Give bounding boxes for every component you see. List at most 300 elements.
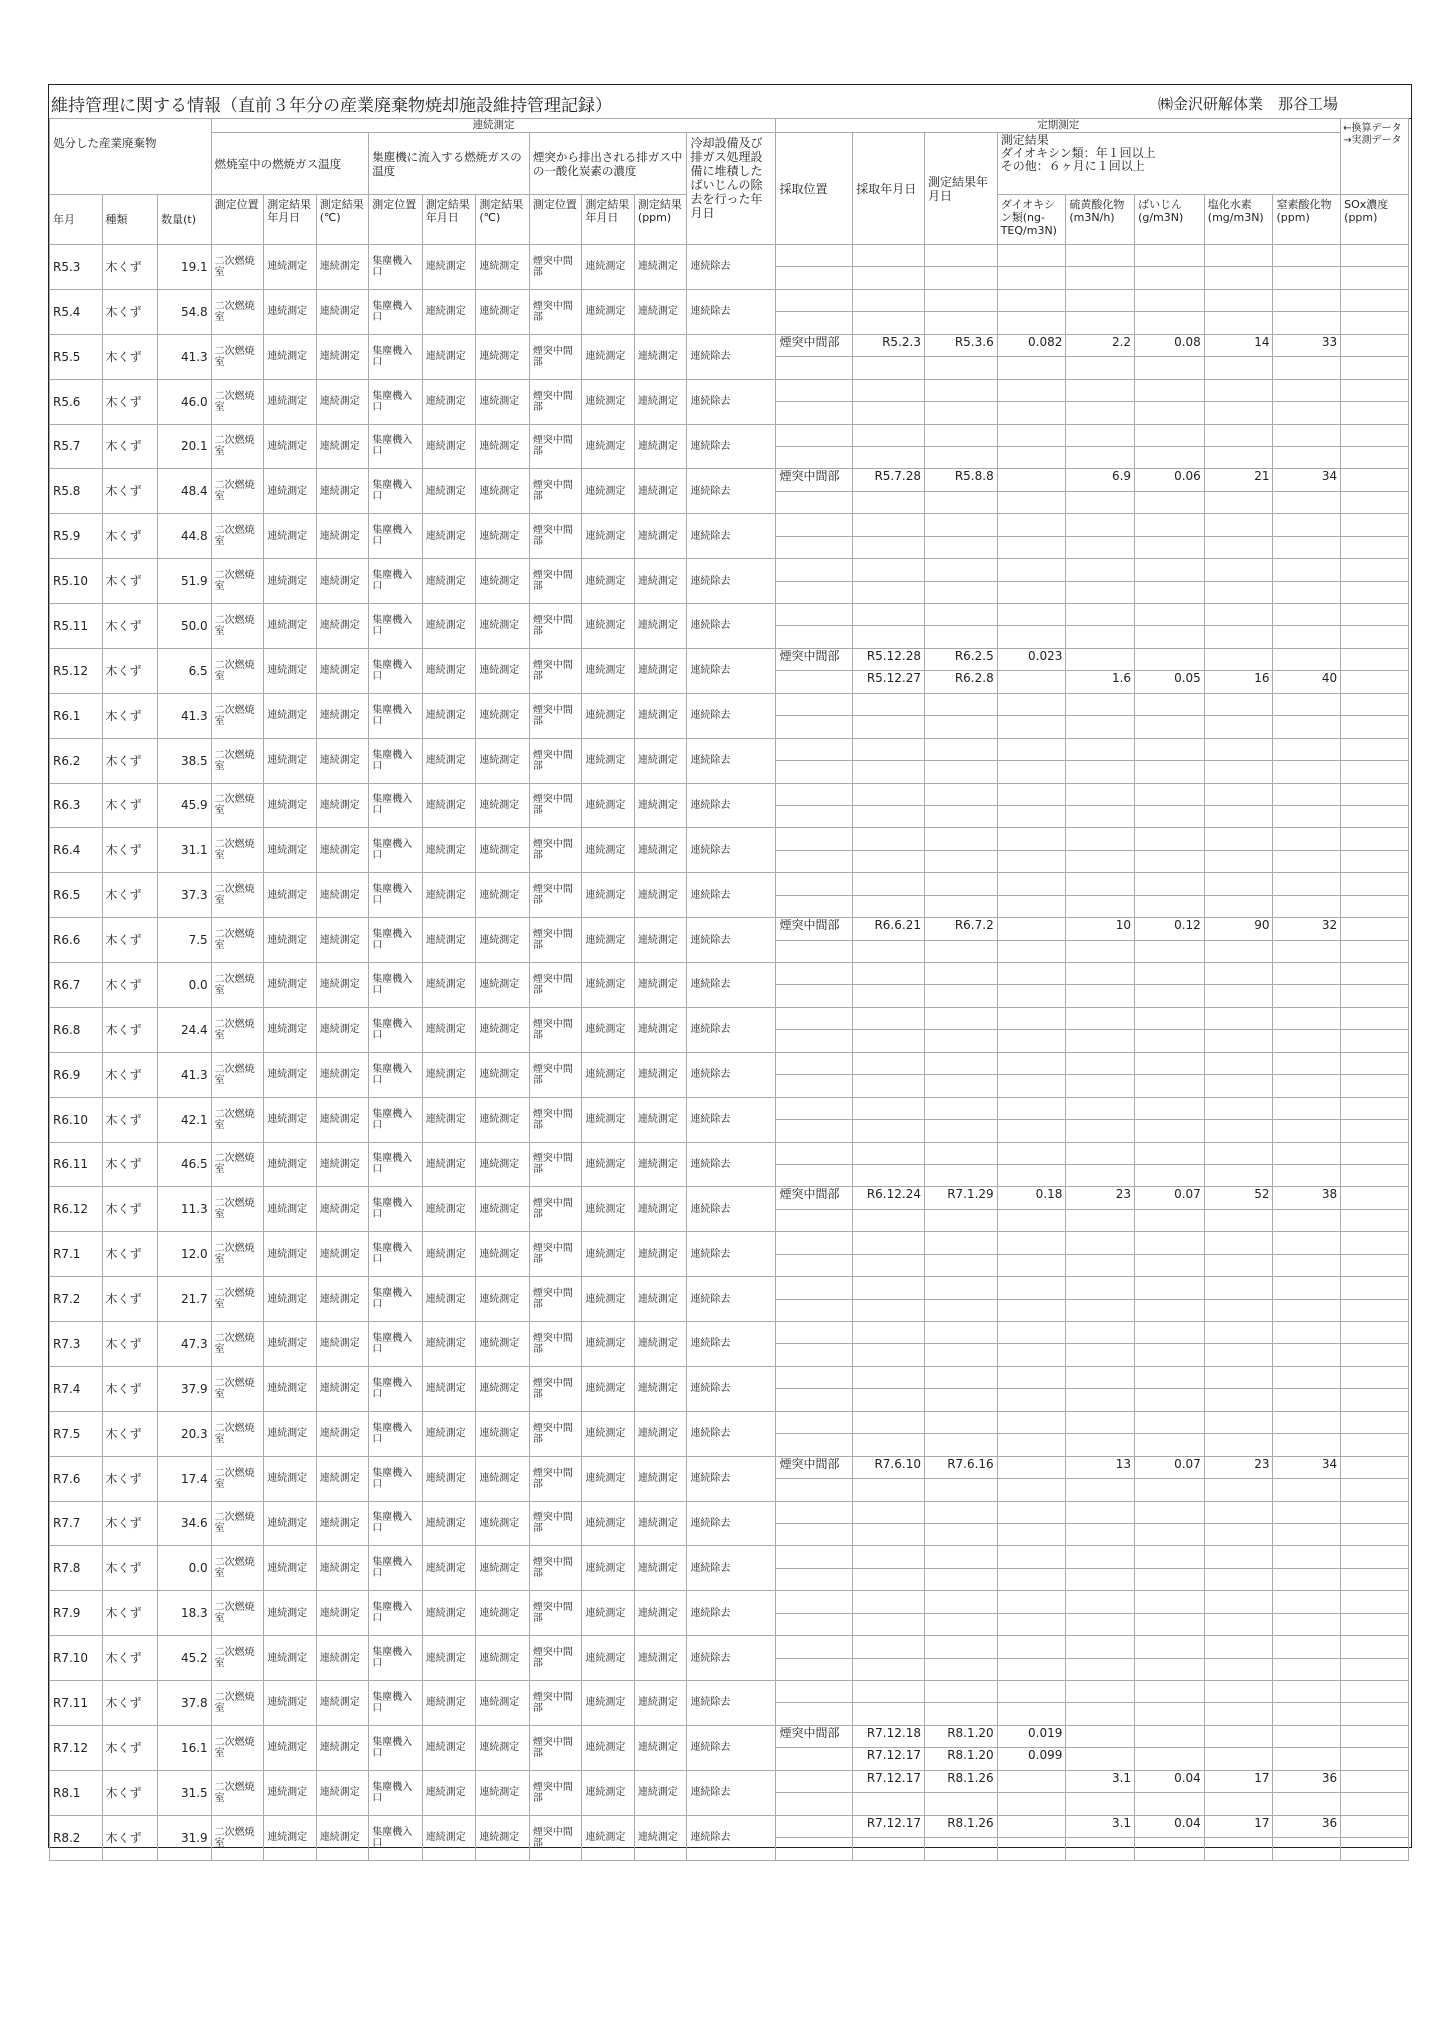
sampling-date-cell <box>853 1322 925 1344</box>
gas-pos-cell: 二次燃焼室 <box>211 1770 264 1815</box>
gas-pos-cell: 二次燃焼室 <box>211 963 264 1008</box>
sox-conc-cell <box>1341 671 1409 693</box>
sox-conc-cell <box>1341 805 1409 827</box>
result-date-cell: R7.6.16 <box>924 1456 997 1478</box>
collector-result-header: 測定結果(℃) <box>476 195 530 245</box>
result-date-cell <box>924 1366 997 1388</box>
kind-cell: 木くず <box>102 1007 158 1052</box>
co-pos-cell: 煙突中間部 <box>529 1007 582 1052</box>
sampling-position-cell <box>776 559 853 581</box>
kind-cell: 木くず <box>102 1411 158 1456</box>
sampling-date-cell <box>853 895 925 917</box>
dust-cell <box>1135 648 1205 670</box>
sox-conc-cell <box>1341 738 1409 760</box>
sampling-position-cell <box>776 1277 853 1299</box>
collector-pos-cell: 集塵機入口 <box>369 1815 423 1860</box>
sox-amount-cell <box>1066 559 1135 581</box>
result-date-cell <box>924 424 997 446</box>
result-date-cell <box>924 446 997 468</box>
dust-cell <box>1135 761 1205 783</box>
result-date-cell <box>924 1299 997 1321</box>
result-date-cell <box>924 1164 997 1186</box>
gas-pos-cell: 二次燃焼室 <box>211 828 264 873</box>
co-pos-cell: 煙突中間部 <box>529 1725 582 1770</box>
dioxin-cell <box>997 1501 1066 1523</box>
sox-conc-cell <box>1341 1748 1409 1770</box>
sampling-position-cell <box>776 379 853 401</box>
nox-cell <box>1273 289 1341 311</box>
hcl-cell <box>1204 1501 1273 1523</box>
collector-result-cell: 連続測定 <box>476 334 530 379</box>
collector-pos-cell: 集塵機入口 <box>369 1456 423 1501</box>
sox-conc-cell <box>1341 1030 1409 1052</box>
result-date-cell <box>924 783 997 805</box>
gas-date-cell: 連続測定 <box>264 514 317 559</box>
nox-cell <box>1273 1725 1341 1747</box>
co-pos-cell: 煙突中間部 <box>529 693 582 738</box>
co-date-cell: 連続測定 <box>582 1591 635 1636</box>
hcl-cell <box>1204 1546 1273 1568</box>
gas-pos-cell: 二次燃焼室 <box>211 1097 264 1142</box>
sox-conc-cell <box>1341 1725 1409 1747</box>
hcl-cell <box>1204 446 1273 468</box>
sox-conc-cell <box>1341 604 1409 626</box>
sox-amount-cell <box>1066 1748 1135 1770</box>
dust-removal-cell: 連続除去 <box>687 873 776 918</box>
sampling-date-cell <box>853 805 925 827</box>
dioxin-cell <box>997 1120 1066 1142</box>
gas-date-cell: 連続測定 <box>264 963 317 1008</box>
sox-amount-cell <box>1066 761 1135 783</box>
dioxin-cell <box>997 1838 1066 1860</box>
table-row <box>50 424 1409 446</box>
collector-date-cell: 連続測定 <box>422 604 476 649</box>
sox-amount-cell: 3.1 <box>1066 1770 1135 1792</box>
hcl-cell <box>1204 873 1273 895</box>
collector-result-cell: 連続測定 <box>476 1097 530 1142</box>
dust-cell <box>1135 402 1205 424</box>
gas-date-cell: 連続測定 <box>264 334 317 379</box>
result-date-cell: R6.2.5 <box>924 648 997 670</box>
hcl-cell <box>1204 1120 1273 1142</box>
month-cell: R6.10 <box>50 1097 103 1142</box>
month-cell: R7.4 <box>50 1366 103 1411</box>
dust-cell <box>1135 1322 1205 1344</box>
sox-amount-cell <box>1066 581 1135 603</box>
table-row <box>50 1770 1409 1792</box>
dust-cell: 0.06 <box>1135 469 1205 491</box>
dioxin-header: ダイオキシン類(ng-TEQ/m3N) <box>997 195 1066 245</box>
dust-cell <box>1135 1411 1205 1433</box>
dust-cell <box>1135 738 1205 760</box>
dioxin-cell <box>997 1254 1066 1276</box>
co-pos-cell: 煙突中間部 <box>529 1770 582 1815</box>
co-result-cell: 連続測定 <box>634 1770 687 1815</box>
quantity-cell: 20.1 <box>158 424 212 469</box>
gas-pos-cell: 二次燃焼室 <box>211 1052 264 1097</box>
co-date-cell: 連続測定 <box>582 828 635 873</box>
co-pos-cell: 煙突中間部 <box>529 289 582 334</box>
collector-date-cell: 連続測定 <box>422 1366 476 1411</box>
group-header-row <box>50 119 1409 133</box>
sox-amount-cell <box>1066 1703 1135 1725</box>
hcl-cell: 21 <box>1204 469 1273 491</box>
nox-header: 窒素酸化物(ppm) <box>1273 195 1341 245</box>
month-cell: R6.5 <box>50 873 103 918</box>
kind-cell: 木くず <box>102 1232 158 1277</box>
dioxin-cell <box>997 1075 1066 1097</box>
dioxin-cell <box>997 1658 1066 1680</box>
result-date-cell <box>924 895 997 917</box>
gas-date-cell: 連続測定 <box>264 828 317 873</box>
collector-date-cell: 連続測定 <box>422 693 476 738</box>
dust-cell <box>1135 1366 1205 1388</box>
dust-removal-cell: 連続除去 <box>687 738 776 783</box>
sampling-date-cell <box>853 963 925 985</box>
month-cell: R6.6 <box>50 918 103 963</box>
dioxin-cell <box>997 1815 1066 1837</box>
sox-conc-cell <box>1341 850 1409 872</box>
table-row <box>50 1187 1409 1209</box>
month-cell: R7.1 <box>50 1232 103 1277</box>
sox-conc-cell <box>1341 1389 1409 1411</box>
kind-cell: 木くず <box>102 963 158 1008</box>
result-date-cell <box>924 1097 997 1119</box>
sox-conc-cell <box>1341 761 1409 783</box>
gas-date-cell: 連続測定 <box>264 1142 317 1187</box>
sampling-position-cell: 煙突中間部 <box>776 918 853 940</box>
dust-cell <box>1135 693 1205 715</box>
sox-conc-cell <box>1341 1703 1409 1725</box>
table-row <box>50 1546 1409 1568</box>
sox-amount-cell: 2.2 <box>1066 334 1135 356</box>
nox-cell <box>1273 626 1341 648</box>
hcl-cell <box>1204 1725 1273 1747</box>
result-date-cell <box>924 402 997 424</box>
gas-result-cell: 連続測定 <box>316 424 369 469</box>
co-pos-cell: 煙突中間部 <box>529 1322 582 1367</box>
sox-amount-cell <box>1066 805 1135 827</box>
sox-amount-cell <box>1066 1613 1135 1635</box>
sox-amount-cell <box>1066 1501 1135 1523</box>
quantity-cell: 7.5 <box>158 918 212 963</box>
hcl-cell <box>1204 1254 1273 1276</box>
table-row <box>50 1501 1409 1523</box>
sampling-date-cell <box>853 289 925 311</box>
gas-result-cell: 連続測定 <box>316 738 369 783</box>
quantity-cell: 21.7 <box>158 1277 212 1322</box>
sox-conc-cell <box>1341 828 1409 850</box>
gas-pos-cell: 二次燃焼室 <box>211 1636 264 1681</box>
sox-conc-header: SOx濃度(ppm) <box>1341 195 1409 245</box>
sox-amount-cell <box>1066 648 1135 670</box>
month-cell: R7.2 <box>50 1277 103 1322</box>
nox-cell <box>1273 1007 1341 1029</box>
sampling-date-cell <box>853 1277 925 1299</box>
sampling-position-cell <box>776 1479 853 1501</box>
gas-pos-cell: 二次燃焼室 <box>211 379 264 424</box>
hcl-cell <box>1204 1030 1273 1052</box>
co-pos-cell: 煙突中間部 <box>529 245 582 290</box>
nox-cell <box>1273 1232 1341 1254</box>
sampling-position-cell <box>776 1007 853 1029</box>
co-result-cell: 連続測定 <box>634 1142 687 1187</box>
dust-removal-cell: 連続除去 <box>687 783 776 828</box>
month-cell: R5.8 <box>50 469 103 514</box>
gas-date-cell: 連続測定 <box>264 738 317 783</box>
dioxin-cell <box>997 805 1066 827</box>
sampling-date-cell <box>853 1703 925 1725</box>
sampling-date-cell <box>853 1568 925 1590</box>
month-cell: R7.12 <box>50 1725 103 1770</box>
dioxin-cell <box>997 783 1066 805</box>
co-date-cell: 連続測定 <box>582 783 635 828</box>
dust-cell <box>1135 1120 1205 1142</box>
gas-date-cell: 連続測定 <box>264 1097 317 1142</box>
sampling-date-cell: R7.12.17 <box>853 1815 925 1837</box>
hcl-cell <box>1204 1703 1273 1725</box>
quantity-cell: 38.5 <box>158 738 212 783</box>
month-cell: R5.10 <box>50 559 103 604</box>
sox-amount-cell <box>1066 1658 1135 1680</box>
co-pos-cell: 煙突中間部 <box>529 1636 582 1681</box>
dust-removal-cell: 連続除去 <box>687 559 776 604</box>
sampling-date-cell <box>853 1164 925 1186</box>
sox-amount-cell: 3.1 <box>1066 1815 1135 1837</box>
co-result-cell: 連続測定 <box>634 1322 687 1367</box>
sox-amount-cell <box>1066 940 1135 962</box>
kind-cell: 木くず <box>102 1815 158 1860</box>
collector-result-cell: 連続測定 <box>476 783 530 828</box>
gas-pos-cell: 二次燃焼室 <box>211 604 264 649</box>
sox-amount-cell <box>1066 1075 1135 1097</box>
dust-removal-cell: 連続除去 <box>687 1770 776 1815</box>
table-row <box>50 334 1409 356</box>
nox-cell <box>1273 1793 1341 1815</box>
nox-cell <box>1273 604 1341 626</box>
dust-cell <box>1135 424 1205 446</box>
nox-cell <box>1273 1097 1341 1119</box>
dust-removal-cell: 連続除去 <box>687 1366 776 1411</box>
hcl-cell <box>1204 693 1273 715</box>
sampling-position-cell: 煙突中間部 <box>776 648 853 670</box>
kind-cell: 木くず <box>102 873 158 918</box>
sox-amount-cell <box>1066 1120 1135 1142</box>
sox-conc-cell <box>1341 1479 1409 1501</box>
collector-date-cell: 連続測定 <box>422 1636 476 1681</box>
dioxin-cell <box>997 940 1066 962</box>
month-cell: R6.12 <box>50 1187 103 1232</box>
sampling-position-cell <box>776 1411 853 1433</box>
periodic-group-label: 定期測定 <box>776 119 1341 133</box>
collector-pos-cell: 集塵機入口 <box>369 873 423 918</box>
sampling-date-cell <box>853 1546 925 1568</box>
dust-removal-cell: 連続除去 <box>687 918 776 963</box>
dioxin-cell <box>997 1366 1066 1388</box>
sox-conc-cell <box>1341 1344 1409 1366</box>
sampling-position-cell <box>776 693 853 715</box>
month-cell: R7.7 <box>50 1501 103 1546</box>
sox-amount-cell <box>1066 1299 1135 1321</box>
result-date-cell <box>924 985 997 1007</box>
nox-cell <box>1273 1523 1341 1545</box>
collector-pos-cell: 集塵機入口 <box>369 379 423 424</box>
result-date-cell <box>924 491 997 513</box>
nox-cell <box>1273 357 1341 379</box>
dust-cell <box>1135 1142 1205 1164</box>
gas-result-cell: 連続測定 <box>316 828 369 873</box>
sox-conc-cell <box>1341 1456 1409 1478</box>
co-date-cell: 連続測定 <box>582 1456 635 1501</box>
month-cell: R5.5 <box>50 334 103 379</box>
gas-result-cell: 連続測定 <box>316 1770 369 1815</box>
co-date-cell: 連続測定 <box>582 1142 635 1187</box>
hcl-cell <box>1204 1366 1273 1388</box>
dust-cell <box>1135 379 1205 401</box>
sox-amount-cell <box>1066 604 1135 626</box>
gas-pos-cell: 二次燃焼室 <box>211 289 264 334</box>
gas-pos-cell: 二次燃焼室 <box>211 514 264 559</box>
sampling-position-cell <box>776 1120 853 1142</box>
dioxin-cell <box>997 267 1066 289</box>
hcl-cell <box>1204 1613 1273 1635</box>
dioxin-cell: 0.082 <box>997 334 1066 356</box>
gas-result-cell: 連続測定 <box>316 1322 369 1367</box>
dust-cell <box>1135 873 1205 895</box>
sox-amount-cell <box>1066 1322 1135 1344</box>
collector-pos-cell: 集塵機入口 <box>369 1232 423 1277</box>
collector-result-cell: 連続測定 <box>476 559 530 604</box>
hcl-cell <box>1204 1523 1273 1545</box>
collector-result-cell: 連続測定 <box>476 1591 530 1636</box>
gas-result-cell: 連続測定 <box>316 604 369 649</box>
sox-conc-cell <box>1341 1636 1409 1658</box>
dust-removal-cell: 連続除去 <box>687 963 776 1008</box>
co-date-cell: 連続測定 <box>582 1681 635 1726</box>
result-date-cell <box>924 1007 997 1029</box>
result-date-cell: R8.1.26 <box>924 1815 997 1837</box>
dust-removal-cell: 連続除去 <box>687 1681 776 1726</box>
gas-result-cell: 連続測定 <box>316 918 369 963</box>
sampling-date-cell <box>853 514 925 536</box>
sox-conc-cell <box>1341 1501 1409 1523</box>
table-row <box>50 604 1409 626</box>
quantity-cell: 0.0 <box>158 963 212 1008</box>
sampling-date-cell <box>853 1299 925 1321</box>
quantity-cell: 24.4 <box>158 1007 212 1052</box>
nox-cell <box>1273 581 1341 603</box>
dust-cell <box>1135 1299 1205 1321</box>
table-row <box>50 245 1409 267</box>
sampling-position-cell <box>776 1703 853 1725</box>
month-cell: R6.7 <box>50 963 103 1008</box>
sampling-position-cell <box>776 1770 853 1792</box>
co-date-cell: 連続測定 <box>582 514 635 559</box>
co-date-cell: 連続測定 <box>582 559 635 604</box>
gas-date-cell: 連続測定 <box>264 604 317 649</box>
sampling-date-header: 採取年月日 <box>853 133 925 245</box>
kind-cell: 木くず <box>102 1052 158 1097</box>
sox-conc-cell <box>1341 312 1409 334</box>
kind-cell: 木くず <box>102 1366 158 1411</box>
dust-removal-cell: 連続除去 <box>687 334 776 379</box>
kind-cell: 木くず <box>102 738 158 783</box>
quantity-cell: 20.3 <box>158 1411 212 1456</box>
co-pos-cell: 煙突中間部 <box>529 1277 582 1322</box>
dioxin-cell <box>997 1456 1066 1478</box>
sampling-date-cell <box>853 738 925 760</box>
gas-pos-cell: 二次燃焼室 <box>211 1366 264 1411</box>
sox-amount-cell <box>1066 267 1135 289</box>
nox-cell <box>1273 1613 1341 1635</box>
sampling-date-cell <box>853 716 925 738</box>
sampling-date-cell <box>853 940 925 962</box>
dioxin-cell <box>997 626 1066 648</box>
dust-removal-cell: 連続除去 <box>687 514 776 559</box>
month-cell: R7.3 <box>50 1322 103 1367</box>
co-result-cell: 連続測定 <box>634 1591 687 1636</box>
gas-date-cell: 連続測定 <box>264 1591 317 1636</box>
dust-cell: 0.07 <box>1135 1456 1205 1478</box>
dust-cell <box>1135 1030 1205 1052</box>
gas-result-cell: 連続測定 <box>316 1681 369 1726</box>
table-row <box>50 1142 1409 1164</box>
quantity-cell: 17.4 <box>158 1456 212 1501</box>
dioxin-cell <box>997 1681 1066 1703</box>
sox-amount-cell: 10 <box>1066 918 1135 940</box>
hcl-cell <box>1204 379 1273 401</box>
dust-cell <box>1135 1546 1205 1568</box>
nox-cell <box>1273 828 1341 850</box>
sampling-position-cell <box>776 446 853 468</box>
collector-result-cell: 連続測定 <box>476 1052 530 1097</box>
month-cell: R6.9 <box>50 1052 103 1097</box>
quantity-cell: 19.1 <box>158 245 212 290</box>
result-date-cell <box>924 738 997 760</box>
sox-amount-cell <box>1066 446 1135 468</box>
table-row <box>50 469 1409 491</box>
kind-cell: 木くず <box>102 379 158 424</box>
nox-cell <box>1273 245 1341 267</box>
co-date-cell: 連続測定 <box>582 1052 635 1097</box>
co-result-cell: 連続測定 <box>634 1456 687 1501</box>
co-pos-cell: 煙突中間部 <box>529 559 582 604</box>
sox-conc-cell <box>1341 895 1409 917</box>
kind-cell: 木くず <box>102 648 158 693</box>
collector-pos-cell: 集塵機入口 <box>369 334 423 379</box>
month-cell: R6.1 <box>50 693 103 738</box>
dioxin-cell <box>997 671 1066 693</box>
result-date-cell <box>924 626 997 648</box>
co-pos-cell: 煙突中間部 <box>529 514 582 559</box>
quantity-cell: 45.9 <box>158 783 212 828</box>
gas-pos-cell: 二次燃焼室 <box>211 918 264 963</box>
sox-amount-cell <box>1066 1568 1135 1590</box>
hcl-cell <box>1204 626 1273 648</box>
kind-cell: 木くず <box>102 514 158 559</box>
sampling-position-cell <box>776 1232 853 1254</box>
sox-amount-header: 硫黄酸化物(m3N/h) <box>1066 195 1135 245</box>
month-header: 年月 <box>50 195 103 245</box>
quantity-cell: 48.4 <box>158 469 212 514</box>
dioxin-cell <box>997 424 1066 446</box>
co-date-cell: 連続測定 <box>582 424 635 469</box>
quantity-cell: 41.3 <box>158 1052 212 1097</box>
sox-conc-cell <box>1341 536 1409 558</box>
sampling-position-cell <box>776 1097 853 1119</box>
dioxin-cell <box>997 963 1066 985</box>
gas-date-header: 測定結果年月日 <box>264 195 317 245</box>
